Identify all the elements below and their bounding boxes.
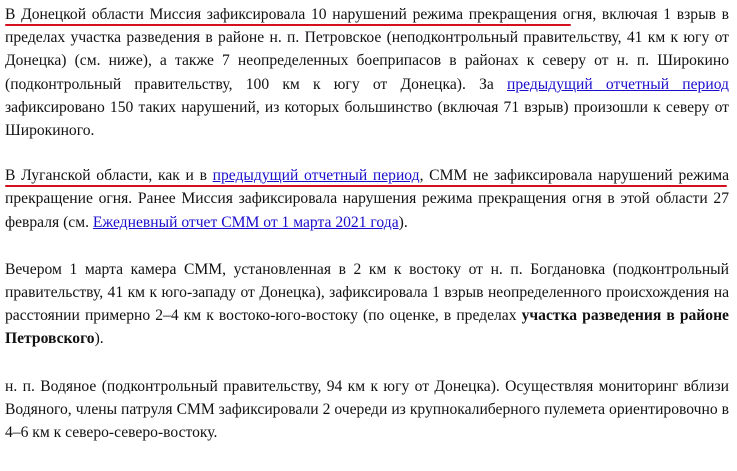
paragraph-text: , СММ не зафиксировала нарушений режима прекращение огня. Ранее Миссия зафиксировала нарушения режима прекращения огня в этой области 27 февраля (см. xyxy=(5,167,729,231)
paragraph-text: В Донецкой области Миссия зафиксировала 10 нарушений режима прекращения огня, включая 1 взрыв в пределах участка разведения в районе н. п. Петровское (неподконтрольный правительству, 41 км к югу от Донецка) (см. ниже), а также 7 неопределенных боеприпасов в районах к северу от н. п. Широкино (подконтрольный правительству, 100 км к югу от Донецка). За xyxy=(5,6,729,93)
link-previous-period[interactable]: предыдущий отчетный период xyxy=(212,167,420,185)
paragraph-text: ). xyxy=(398,213,408,231)
paragraph-vodiane xyxy=(5,375,729,445)
paragraph-text: зафиксировано 150 таких нарушений, из которых большинство (включая 71 взрыв) произошли к северу от Широкиного. xyxy=(5,98,729,140)
paragraph-bohdanivka xyxy=(5,258,729,351)
red-underline-annotation xyxy=(5,24,571,26)
paragraph-text: ). xyxy=(94,330,104,348)
paragraph-text: н. п. Водяное (подконтрольный правительству, 94 км к югу от Донецка). Осуществляя мониторинг вблизи Водяного, члены патруля СММ зафиксировали 2 очереди из крупнокалиберного пулемета ориентировочно в 4–6 км к северо-северо-востоку. xyxy=(5,377,729,442)
red-underline-annotation xyxy=(5,185,727,187)
paragraph-text: В Луганской области, как и в xyxy=(5,167,213,185)
document-body xyxy=(5,3,729,444)
paragraph-donetsk xyxy=(5,3,729,142)
paragraph-luhansk xyxy=(5,164,729,234)
paragraph-text: Вечером 1 марта камера СММ, установленная в 2 км к востоку от н. п. Богдановка (подконтрольный правительству, 41 км к юго-западу от Донецка), зафиксировала 1 взрыв неопределенного происхождения на расстоянии примерно 2–4 км к востоко-юго-востоку (по оценке, в пределах xyxy=(5,260,729,325)
bold-disengagement-area: участка разведения в районе Петровского xyxy=(5,307,729,348)
link-previous-period[interactable]: предыдущий отчетный период xyxy=(507,75,729,93)
link-daily-report[interactable]: Ежедневный отчет СММ от 1 марта 2021 года xyxy=(92,213,399,231)
